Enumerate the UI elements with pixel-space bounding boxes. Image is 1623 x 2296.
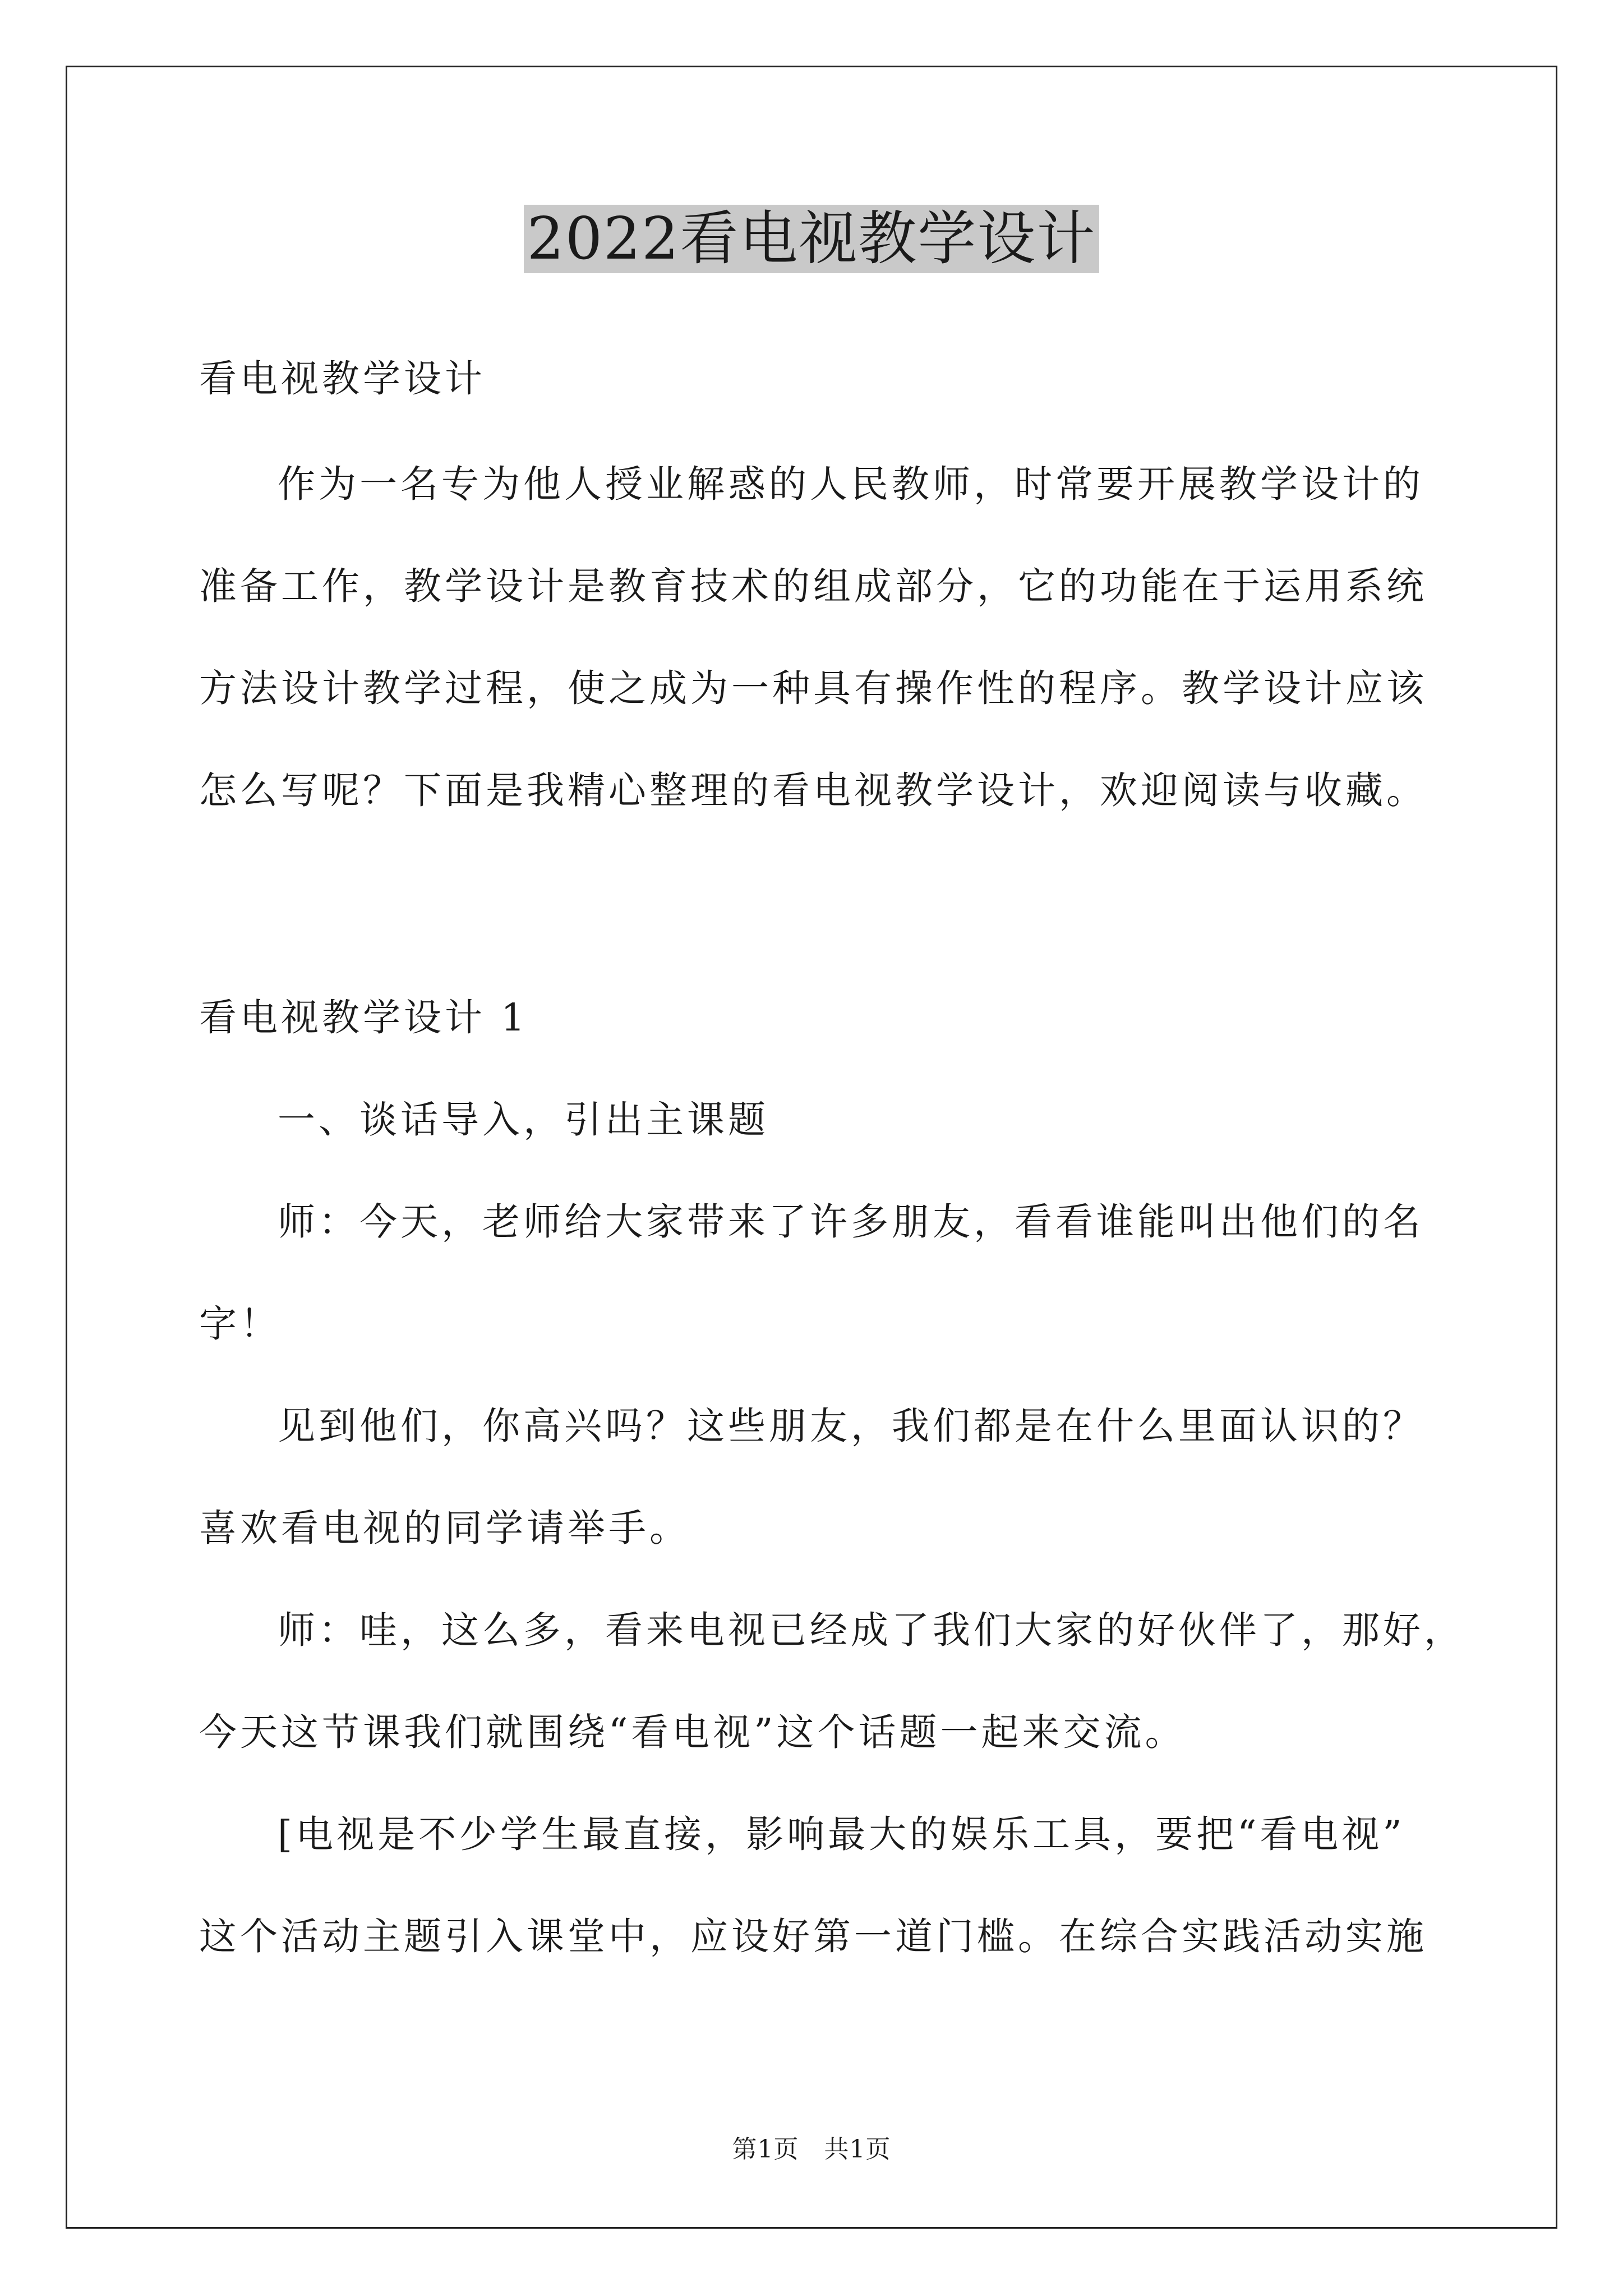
paragraph-line: 今天这节课我们就围绕“看电视”这个话题一起来交流。 — [199, 1710, 1186, 1754]
paragraph-line: 怎么写呢？下面是我精心整理的看电视教学设计，欢迎阅读与收藏。 — [199, 769, 1427, 812]
document-title-text: 2022看电视教学设计 — [524, 205, 1100, 273]
page-number-footer: 第1页 共1页 — [732, 2135, 891, 2164]
paragraph-line: 方法设计教学过程，使之成为一种具有操作性的程序。教学设计应该 — [199, 666, 1427, 710]
step-heading: 一、谈话导入，引出主课题 — [278, 1098, 769, 1142]
paragraph-line: 这个活动主题引入课堂中，应设好第一道门槛。在综合实践活动实施 — [199, 1915, 1427, 1958]
paragraph-line: 见到他们，你高兴吗？这些朋友，我们都是在什么里面认识的？ — [278, 1404, 1424, 1448]
paragraph-line: 喜欢看电视的同学请举手。 — [199, 1506, 690, 1550]
paragraph-line: 师：今天，老师给大家带来了许多朋友，看看谁能叫出他们的名 — [278, 1200, 1424, 1244]
paragraph-line: 师：哇，这么多，看来电视已经成了我们大家的好伙伴了，那好， — [278, 1608, 1465, 1652]
subtitle-line: 看电视教学设计 — [199, 357, 486, 401]
paragraph-line: [电视是不少学生最直接，影响最大的娱乐工具，要把“看电视” — [278, 1812, 1405, 1856]
paragraph-line: 作为一名专为他人授业解惑的人民教师，时常要开展教学设计的 — [278, 462, 1424, 506]
document-title — [0, 205, 1623, 273]
section-heading: 看电视教学设计 1 — [199, 996, 528, 1039]
paragraph-line: 准备工作，教学设计是教育技术的组成部分，它的功能在于运用系统 — [199, 564, 1427, 608]
paragraph-line: 字！ — [199, 1302, 281, 1346]
